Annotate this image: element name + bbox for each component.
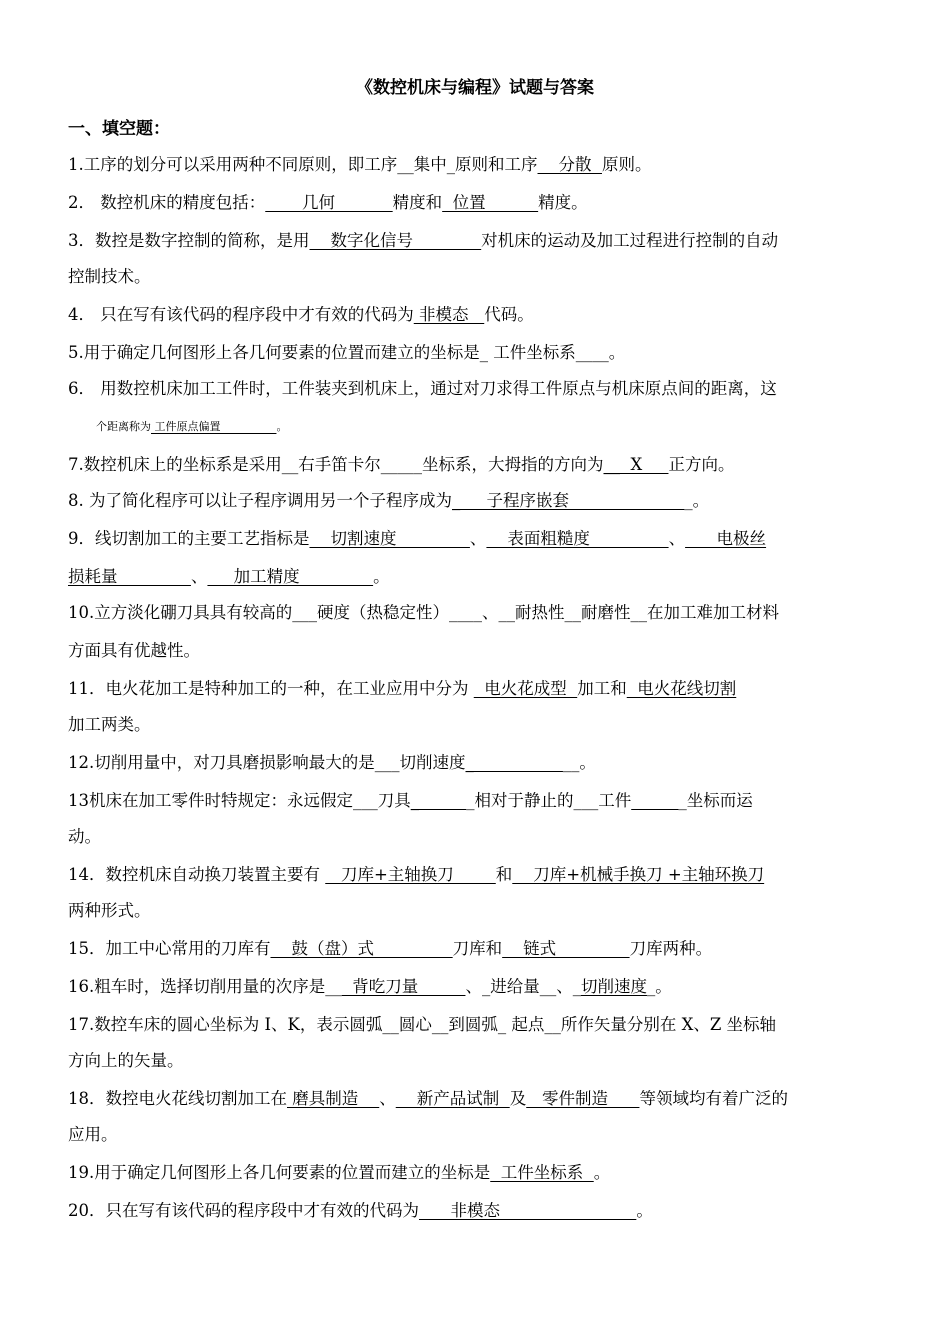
question-number: 8. [68, 491, 84, 510]
question-text: _相对于静止的___工件 [466, 791, 632, 810]
question-text: 切削用量中，对刀具磨损影响最大的是___切削速度 [94, 753, 466, 772]
question-number: 18． [68, 1089, 106, 1108]
question-text: 电火花加工是特种加工的一种，在工业应用中分为 [105, 679, 474, 698]
question-text: 方向上的矢量。 [68, 1051, 184, 1070]
question-line [68, 1122, 884, 1148]
question-text: 数控车床的圆心坐标为 I、K，表示圆弧__圆心__到圆弧_ 起点__所作矢量分别在 X、Z 坐标轴 [94, 1015, 777, 1034]
question-number: 2． [68, 193, 95, 212]
question-text: 机床在加工零件时特规定：永远假定___刀具 [89, 791, 411, 810]
question-number: 17. [68, 1015, 95, 1034]
question-line [68, 302, 884, 328]
question-text: 粗车时，选择切削用量的次序是__ [94, 977, 342, 996]
answer-blank: 切削速度 [580, 977, 647, 996]
answer-blank: 背吃刀量 [341, 977, 466, 996]
question-line [68, 1048, 884, 1074]
question-number: 7. [68, 455, 84, 474]
question-text: 只在写有该代码的程序段中才有效的代码为 [95, 305, 414, 324]
question-line [96, 414, 912, 440]
question-number: 9． [68, 529, 95, 548]
question-text: 应用。 [68, 1125, 118, 1144]
question-text: _坐标而运 [678, 791, 753, 810]
answer-blank: 分散 [537, 155, 602, 174]
question-number: 16. [68, 977, 95, 996]
question-line [68, 1198, 884, 1224]
question-text: 精度和 [392, 193, 443, 212]
answer-blank: 数字化信号 [309, 231, 482, 250]
question-number: 14． [68, 865, 106, 884]
question-line [68, 488, 884, 514]
question-line [68, 676, 884, 702]
question-number: 19. [68, 1163, 95, 1182]
question-line [68, 1160, 884, 1186]
answer-blank: 鼓（盘）式 [270, 939, 453, 958]
question-text: 控制技术。 [68, 267, 151, 286]
answer-blank: __ X [603, 455, 669, 474]
answer-blank: 链式 [502, 939, 630, 958]
question-text: _。 [646, 977, 672, 996]
question-text: 。 [373, 567, 390, 586]
question-number: 5. [68, 343, 84, 362]
question-text: 正方向。 [668, 455, 735, 474]
answer-blank: 电极丝 [685, 529, 767, 548]
answer-blank: 刀库+主轴换刀 [325, 865, 496, 884]
question-text: 刀库两种。 [629, 939, 713, 958]
answer-blank: 几何 [265, 193, 393, 212]
question-line [68, 376, 884, 402]
question-text: 立方淡化硼刀具具有较高的___硬度（热稳定性）____、__耐热性__耐磨性__在加工难加工材料 [94, 603, 779, 622]
question-text: 、 [379, 1089, 396, 1108]
answer-blank: 位置 [442, 193, 539, 212]
question-text: __。 [562, 753, 596, 772]
answer-blank: 磨具制造 [287, 1089, 380, 1108]
answer-blank: 电火花成型 [473, 679, 578, 698]
question-line [68, 936, 884, 962]
question-line [68, 264, 884, 290]
question-text: 对机床的运动及加工过程进行控制的自动 [481, 231, 779, 250]
document-title: 《数控机床与编程》试题与答案 [356, 78, 594, 98]
question-line [68, 452, 884, 478]
question-text: 加工中心常用的刀库有 [105, 939, 271, 958]
question-text: 和 [495, 865, 513, 884]
answer-blank: _ [410, 791, 467, 810]
question-line [68, 974, 884, 1000]
question-text: 线切割加工的主要工艺指标是 [95, 529, 310, 548]
question-text: 精度。 [538, 193, 588, 212]
question-text: 用数控机床加工工件时，工件装夹到机床上，通过对刀求得工件原点与机床原点间的距离，这 [95, 379, 777, 398]
question-text: 原则和工序 [455, 155, 538, 174]
question-line [68, 1086, 884, 1112]
answer-blank: 刀库+机械手换刀 +主轴环换刀 [512, 865, 765, 884]
question-number: 3． [68, 231, 95, 250]
question-text: 及 [509, 1089, 527, 1108]
question-text: 、 [469, 529, 487, 548]
answer-blank: 工件原点偏置 [151, 420, 277, 433]
question-text: 加工和 [577, 679, 627, 698]
answer-blank: _ [465, 753, 563, 772]
question-number: 4． [68, 305, 95, 324]
question-number: 20． [68, 1201, 106, 1220]
question-line [68, 228, 884, 254]
question-text: 原则。 [601, 155, 652, 174]
question-line [68, 152, 884, 178]
question-text: 两种形式。 [68, 901, 151, 920]
question-text: 方面具有优越性。 [68, 641, 200, 660]
answer-blank [631, 791, 678, 810]
question-line [68, 190, 884, 216]
answer-blank: 非模态 [413, 305, 485, 324]
answer-blank: 损耗量 [68, 567, 191, 586]
question-text: 等领域均有着广泛的 [639, 1089, 788, 1108]
question-text: 、 [190, 567, 208, 586]
answer-blank: 新产品试制 [395, 1089, 510, 1108]
question-number: 13 [68, 791, 89, 810]
answer-blank: 工件坐标系 [490, 1163, 594, 1182]
question-text: 。 [636, 1201, 653, 1220]
question-text: 为了简化程序可以让子程序调用另一个子程序成为 [83, 491, 452, 510]
question-line [68, 788, 884, 814]
question-number: 10. [68, 603, 95, 622]
question-text: 、 [668, 529, 686, 548]
question-text: 用于确定几何图形上各几何要素的位置而建立的坐标是 [94, 1163, 491, 1182]
question-text: 数控电火花线切割加工在 [105, 1089, 287, 1108]
answer-blank: 电火花线切割 [626, 679, 737, 698]
question-text: 代码。 [484, 305, 534, 324]
question-line [68, 824, 884, 850]
question-text: 数控机床上的坐标系是采用__右手笛卡尔_____坐标系，大拇指的方向为 [83, 455, 604, 474]
question-text: __集中_ [397, 155, 455, 174]
question-number: 6． [68, 379, 95, 398]
answer-blank: 切割速度 [309, 529, 470, 548]
question-text: 。 [593, 1163, 611, 1182]
question-number: 1. [68, 155, 84, 174]
question-text: 加工两类。 [68, 715, 151, 734]
question-line [68, 600, 884, 626]
question-text: 用于确定几何图形上各几何要素的位置而建立的坐标是_ 工件坐标系____。 [83, 343, 626, 362]
question-line [68, 638, 884, 664]
section-heading: 一、填空题： [68, 119, 170, 139]
question-line [68, 526, 884, 552]
question-line [68, 712, 884, 738]
question-text: 数控是数字控制的简称，是用 [95, 231, 310, 250]
question-text: 。 [276, 420, 288, 433]
answer-blank: 表面粗糙度 [486, 529, 669, 548]
question-text: 只在写有该代码的程序段中才有效的代码为 [105, 1201, 419, 1220]
answer-blank: _ 子程序嵌套 [452, 491, 685, 510]
question-line [68, 750, 884, 776]
question-line [68, 898, 884, 924]
answer-blank: 非模态 [419, 1201, 637, 1220]
answer-blank: 零件制造 [526, 1089, 640, 1108]
question-line [68, 564, 884, 590]
question-line [68, 862, 884, 888]
question-line [68, 340, 884, 366]
question-number: 15． [68, 939, 106, 958]
question-text: 刀库和 [452, 939, 503, 958]
question-text: 数控机床的精度包括： [95, 193, 266, 212]
answer-blank: 加工精度 [207, 567, 374, 586]
question-text: 动。 [68, 827, 101, 846]
question-text: 个距离称为 [96, 420, 151, 433]
question-text: 、_进给量__、_ [465, 977, 581, 996]
question-number: 11． [68, 679, 106, 698]
question-text: 数控机床自动换刀装置主要有 [105, 865, 326, 884]
question-text: 工序的划分可以采用两种不同原则，即工序 [83, 155, 398, 174]
question-number: 12. [68, 753, 95, 772]
question-line [68, 1012, 884, 1038]
question-text: _。 [684, 491, 710, 510]
